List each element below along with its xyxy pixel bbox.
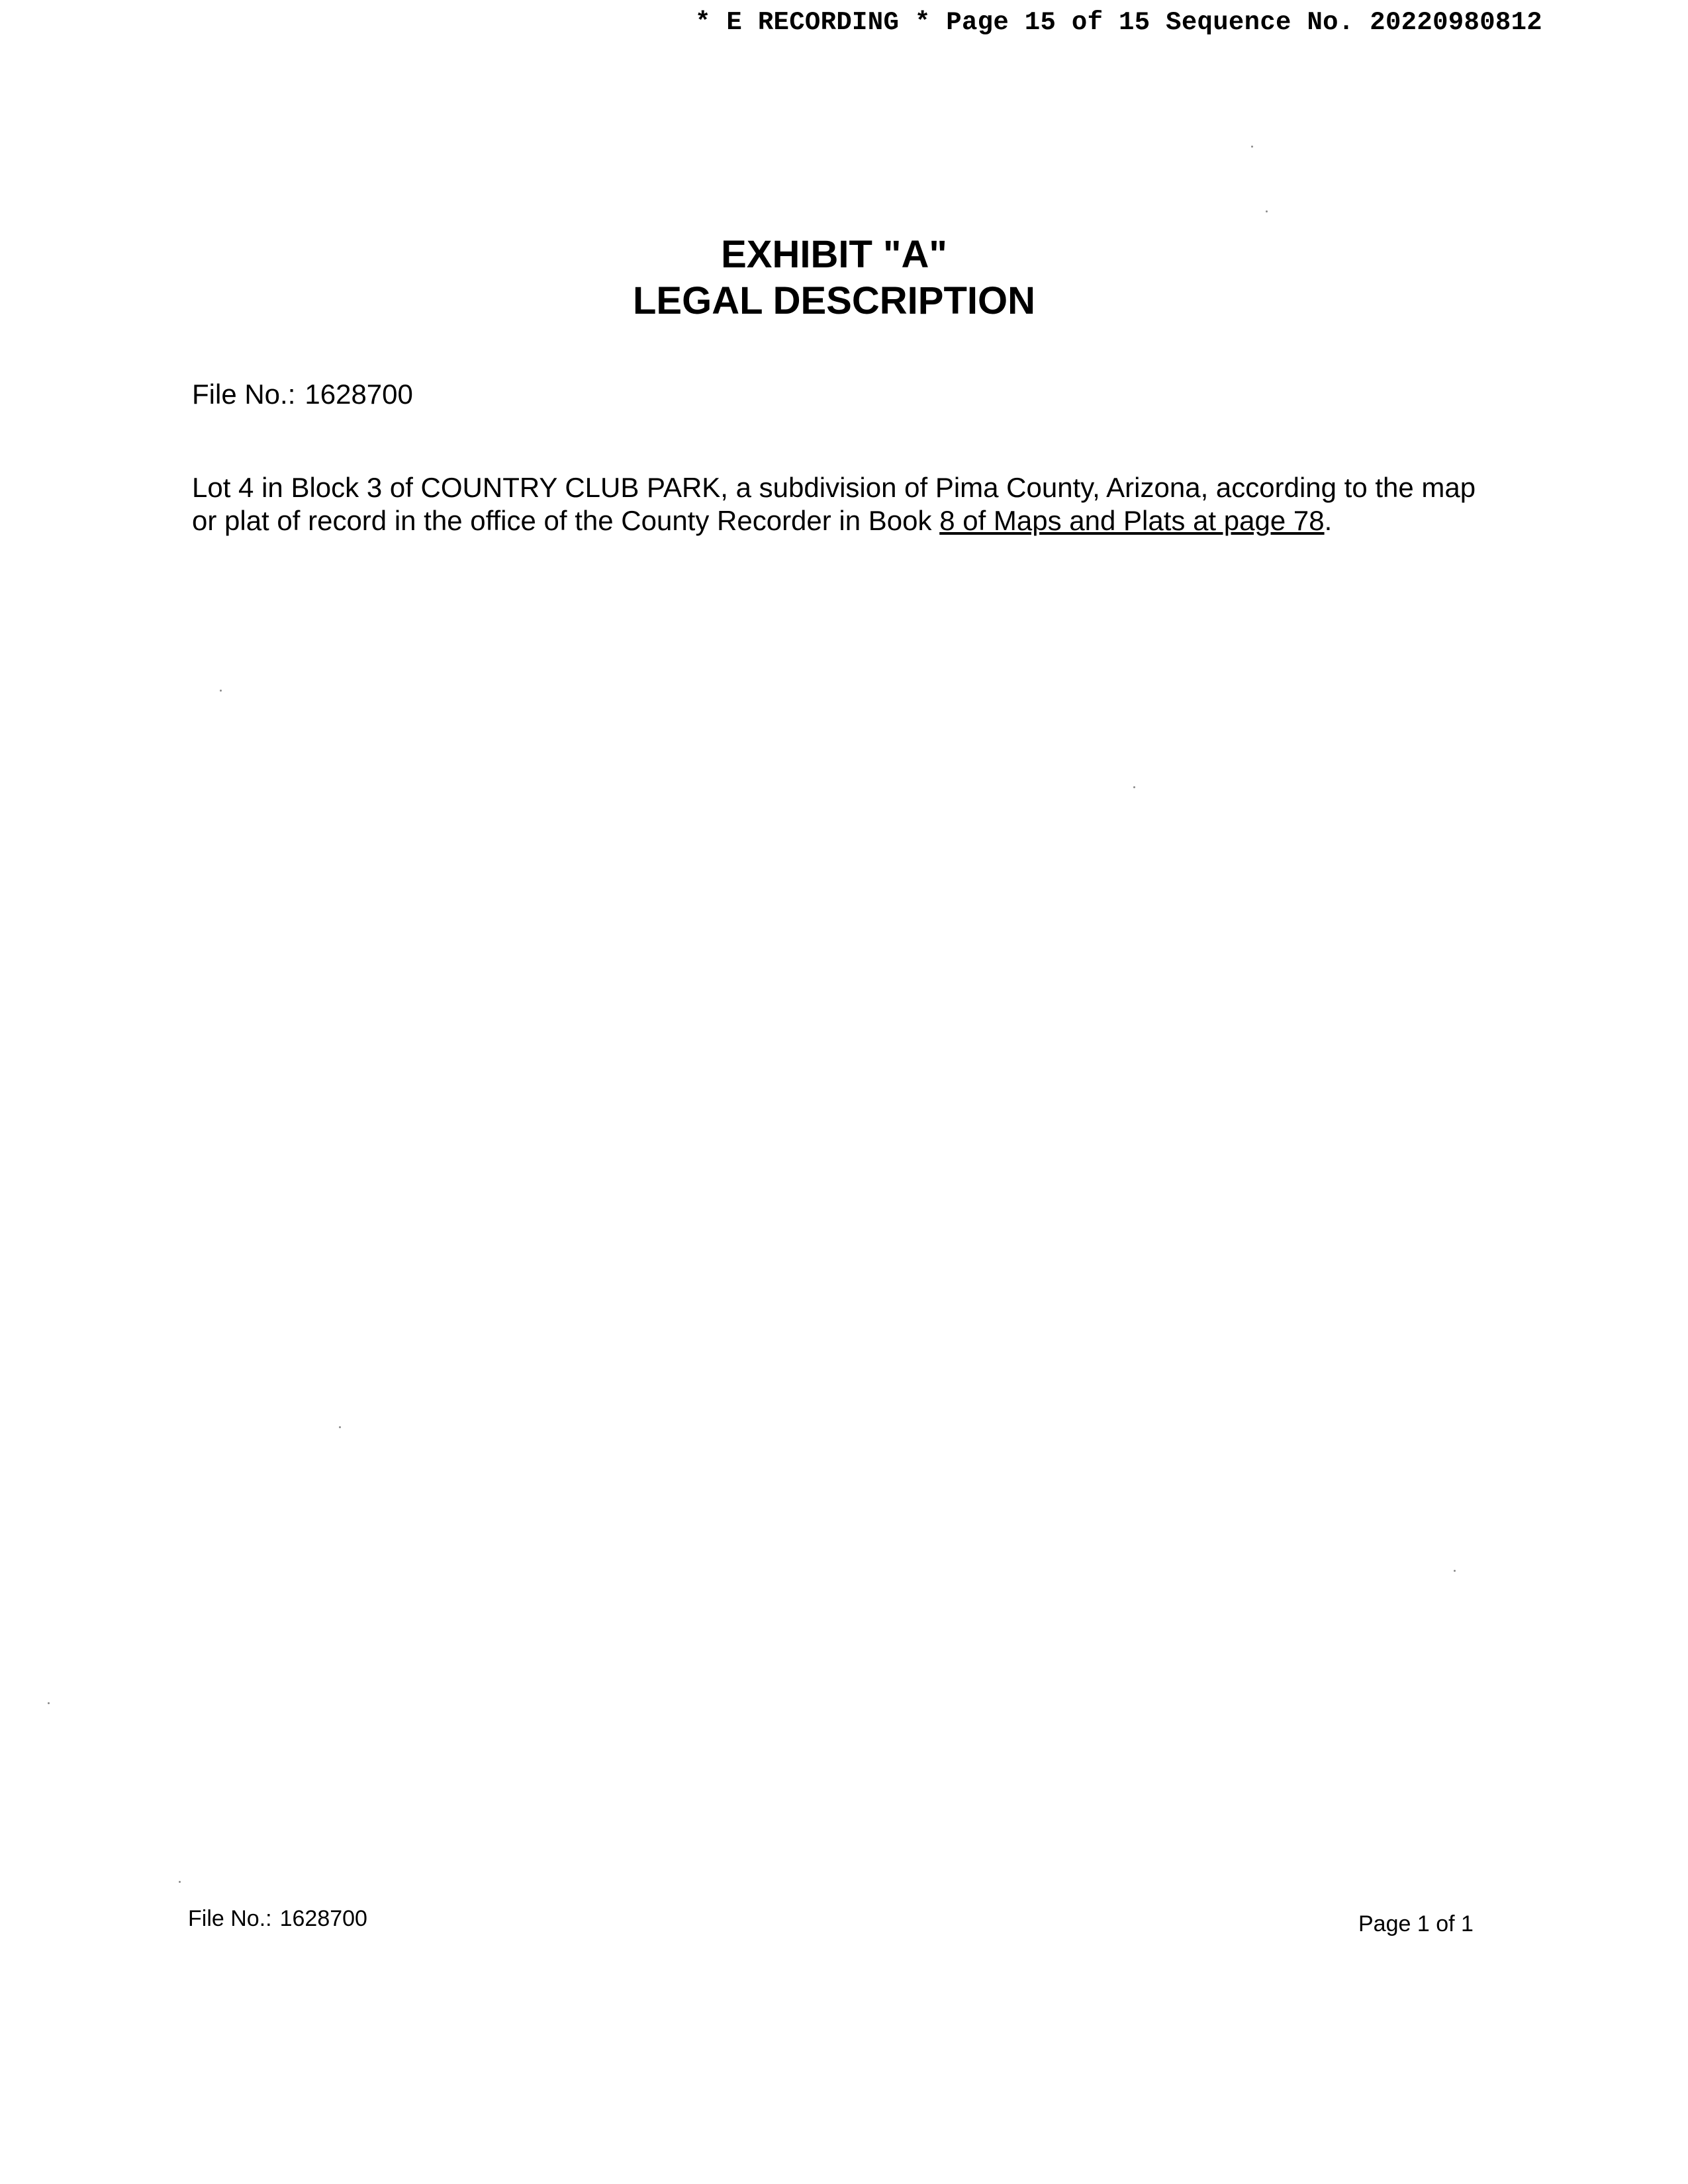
scan-speck <box>48 1702 50 1704</box>
scan-speck <box>339 1426 341 1428</box>
exhibit-title-line: EXHIBIT "A" <box>721 233 947 276</box>
scan-speck <box>1454 1570 1456 1572</box>
scan-speck <box>1266 210 1268 212</box>
legal-description-line-2-suffix: . <box>1324 505 1333 536</box>
scan-speck <box>1133 786 1135 788</box>
plat-book-reference: 8 of Maps and Plats at page 78 <box>939 505 1325 536</box>
scan-speck <box>220 690 222 692</box>
recording-stamp: * E RECORDING * Page 15 of 15 Sequence No. 20220980812 <box>695 8 1543 37</box>
file-number-label: File No.: <box>192 379 296 410</box>
scan-speck <box>1251 146 1253 148</box>
scan-speck <box>179 1881 181 1883</box>
legal-description-text <box>192 471 1483 537</box>
legal-description-line-1: Lot 4 in Block 3 of COUNTRY CLUB PARK, a subdivision of Pima County, Arizona, according to the map <box>192 472 1476 503</box>
file-number <box>192 379 413 410</box>
legal-description-line-2 <box>192 504 1483 537</box>
file-number-value: 1628700 <box>305 379 413 410</box>
exhibit-title <box>0 232 1668 324</box>
footer-file-label: File No.: <box>188 1906 272 1931</box>
footer-file-number <box>188 1906 367 1932</box>
legal-description-line-2-prefix: or plat of record in the office of the County Recorder in Book <box>192 505 940 536</box>
legal-description-heading: LEGAL DESCRIPTION <box>633 279 1035 322</box>
footer-page-number: Page 1 of 1 <box>1358 1911 1474 1936</box>
footer-file-value: 1628700 <box>279 1906 367 1931</box>
